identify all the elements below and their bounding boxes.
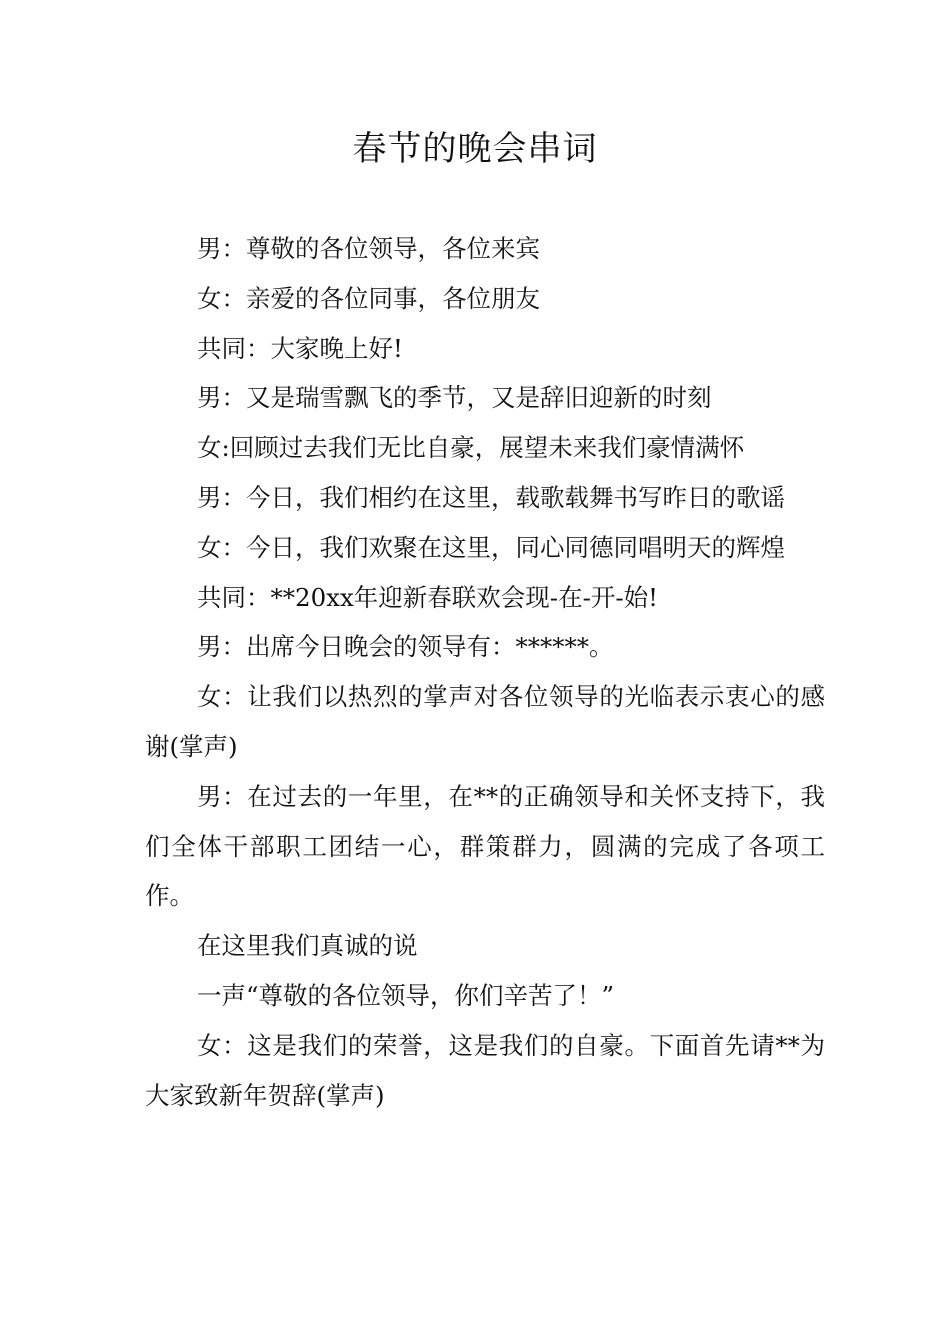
paragraph-4: 男：又是瑞雪飘飞的季节，又是辞旧迎新的时刻 (197, 383, 712, 413)
document-title: 春节的晚会串词 (352, 129, 598, 169)
paragraph-1: 男：尊敬的各位领导，各位来宾 (197, 234, 540, 263)
paragraph-2: 女：亲爱的各位同事，各位朋友 (197, 283, 540, 313)
paragraph-8: 共同：**20xx年迎新春联欢会现-在-开-始! (197, 582, 658, 612)
paragraph-12: 在这里我们真诚的说 (197, 931, 418, 961)
paragraph-5: 女:回顾过去我们无比自豪，展望未来我们豪情满怀 (197, 433, 745, 463)
paragraph-13: 一声“尊敬的各位领导，你们辛苦了！” (197, 980, 615, 1010)
document-body (145, 224, 825, 1120)
paragraph-14: 女：这是我们的荣誉，这是我们的自豪。下面首先请**为大家致新年贺辞(掌声) (145, 1030, 825, 1110)
paragraph-10: 女：让我们以热烈的掌声对各位领导的光临表示衷心的感谢(掌声) (145, 682, 825, 761)
paragraph-6: 男：今日，我们相约在这里，载歌载舞书写昨日的歌谣 (197, 482, 785, 512)
paragraph-11: 男：在过去的一年里，在**的正确领导和关怀支持下，我们全体干部职工团结一心，群策群力，圆满的完成了各项工作。 (145, 781, 825, 911)
paragraph-7: 女：今日，我们欢聚在这里，同心同德同唱明天的辉煌 (197, 532, 785, 562)
paragraph-9: 男：出席今日晚会的领导有：******。 (197, 632, 614, 662)
paragraph-3: 共同：大家晚上好! (197, 333, 403, 363)
